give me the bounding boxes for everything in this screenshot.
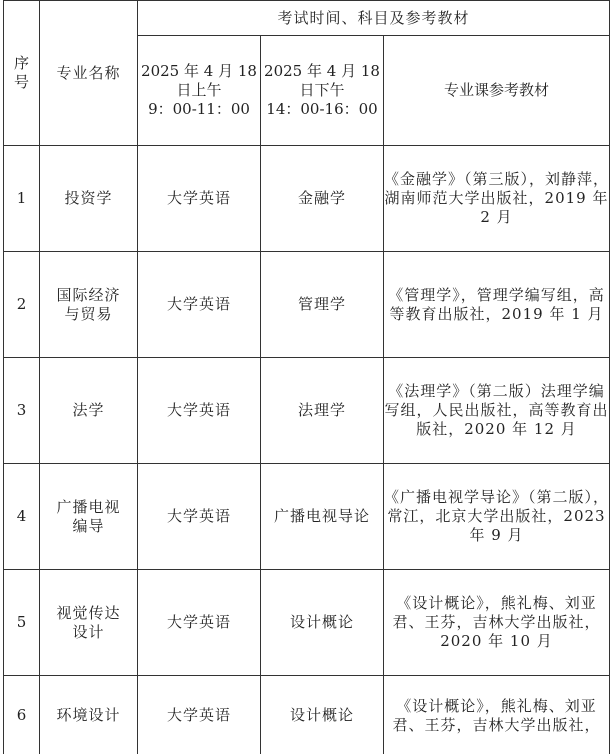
row-afternoon-subject: 广播电视导论 (261, 464, 384, 570)
header-major: 专业名称 (40, 1, 138, 146)
row-afternoon-subject: 设计概论 (261, 570, 384, 676)
row-morning-subject: 大学英语 (138, 676, 261, 754)
row-major: 视觉传达 设计 (40, 570, 138, 676)
row-morning-subject: 大学英语 (138, 570, 261, 676)
row-major: 法学 (40, 358, 138, 464)
row-textbook: 《金融学》（第三版），刘静萍，湖南师范大学出版社，2019 年 2 月 (384, 146, 610, 252)
row-afternoon-subject: 金融学 (261, 146, 384, 252)
header-textbook: 专业课参考教材 (384, 36, 610, 146)
table-row (4, 358, 610, 464)
row-major: 投资学 (40, 146, 138, 252)
row-textbook: 《设计概论》，熊礼梅、刘亚君、王芬，吉林大学出版社，2020 年 10 月 (384, 570, 610, 676)
table-row (4, 464, 610, 570)
row-textbook: 《管理学》，管理学编写组，高等教育出版社，2019 年 1 月 (384, 252, 610, 358)
row-morning-subject: 大学英语 (138, 252, 261, 358)
header-afternoon-session: 2025 年 4 月 18 日下午 14：00-16：00 (261, 36, 384, 146)
table-row (4, 570, 610, 676)
table-row (4, 146, 610, 252)
row-morning-subject: 大学英语 (138, 464, 261, 570)
row-major: 国际经济 与贸易 (40, 252, 138, 358)
exam-schedule-table (3, 0, 610, 754)
header-seq: 序 号 (4, 1, 40, 146)
row-afternoon-subject: 管理学 (261, 252, 384, 358)
row-textbook: 《广播电视学导论》（第二版），常江，北京大学出版社，2023 年 9 月 (384, 464, 610, 570)
row-morning-subject: 大学英语 (138, 358, 261, 464)
row-seq: 2 (4, 252, 40, 358)
row-textbook: 《法理学》（第二版）法理学编写组，人民出版社，高等教育出版社，2020 年 12 月 (384, 358, 610, 464)
row-major: 环境设计 (40, 676, 138, 754)
row-seq: 1 (4, 146, 40, 252)
table-row (4, 252, 610, 358)
row-textbook: 《设计概论》，熊礼梅、刘亚君、王芬，吉林大学出版社， (384, 676, 610, 754)
row-seq: 4 (4, 464, 40, 570)
row-seq: 5 (4, 570, 40, 676)
row-morning-subject: 大学英语 (138, 146, 261, 252)
header-exam-group: 考试时间、科目及参考教材 (138, 1, 610, 36)
header-morning-session: 2025 年 4 月 18 日上午 9：00-11：00 (138, 36, 261, 146)
row-major: 广播电视 编导 (40, 464, 138, 570)
row-afternoon-subject: 设计概论 (261, 676, 384, 754)
row-seq: 3 (4, 358, 40, 464)
row-afternoon-subject: 法理学 (261, 358, 384, 464)
row-seq: 6 (4, 676, 40, 754)
table-row (4, 676, 610, 754)
